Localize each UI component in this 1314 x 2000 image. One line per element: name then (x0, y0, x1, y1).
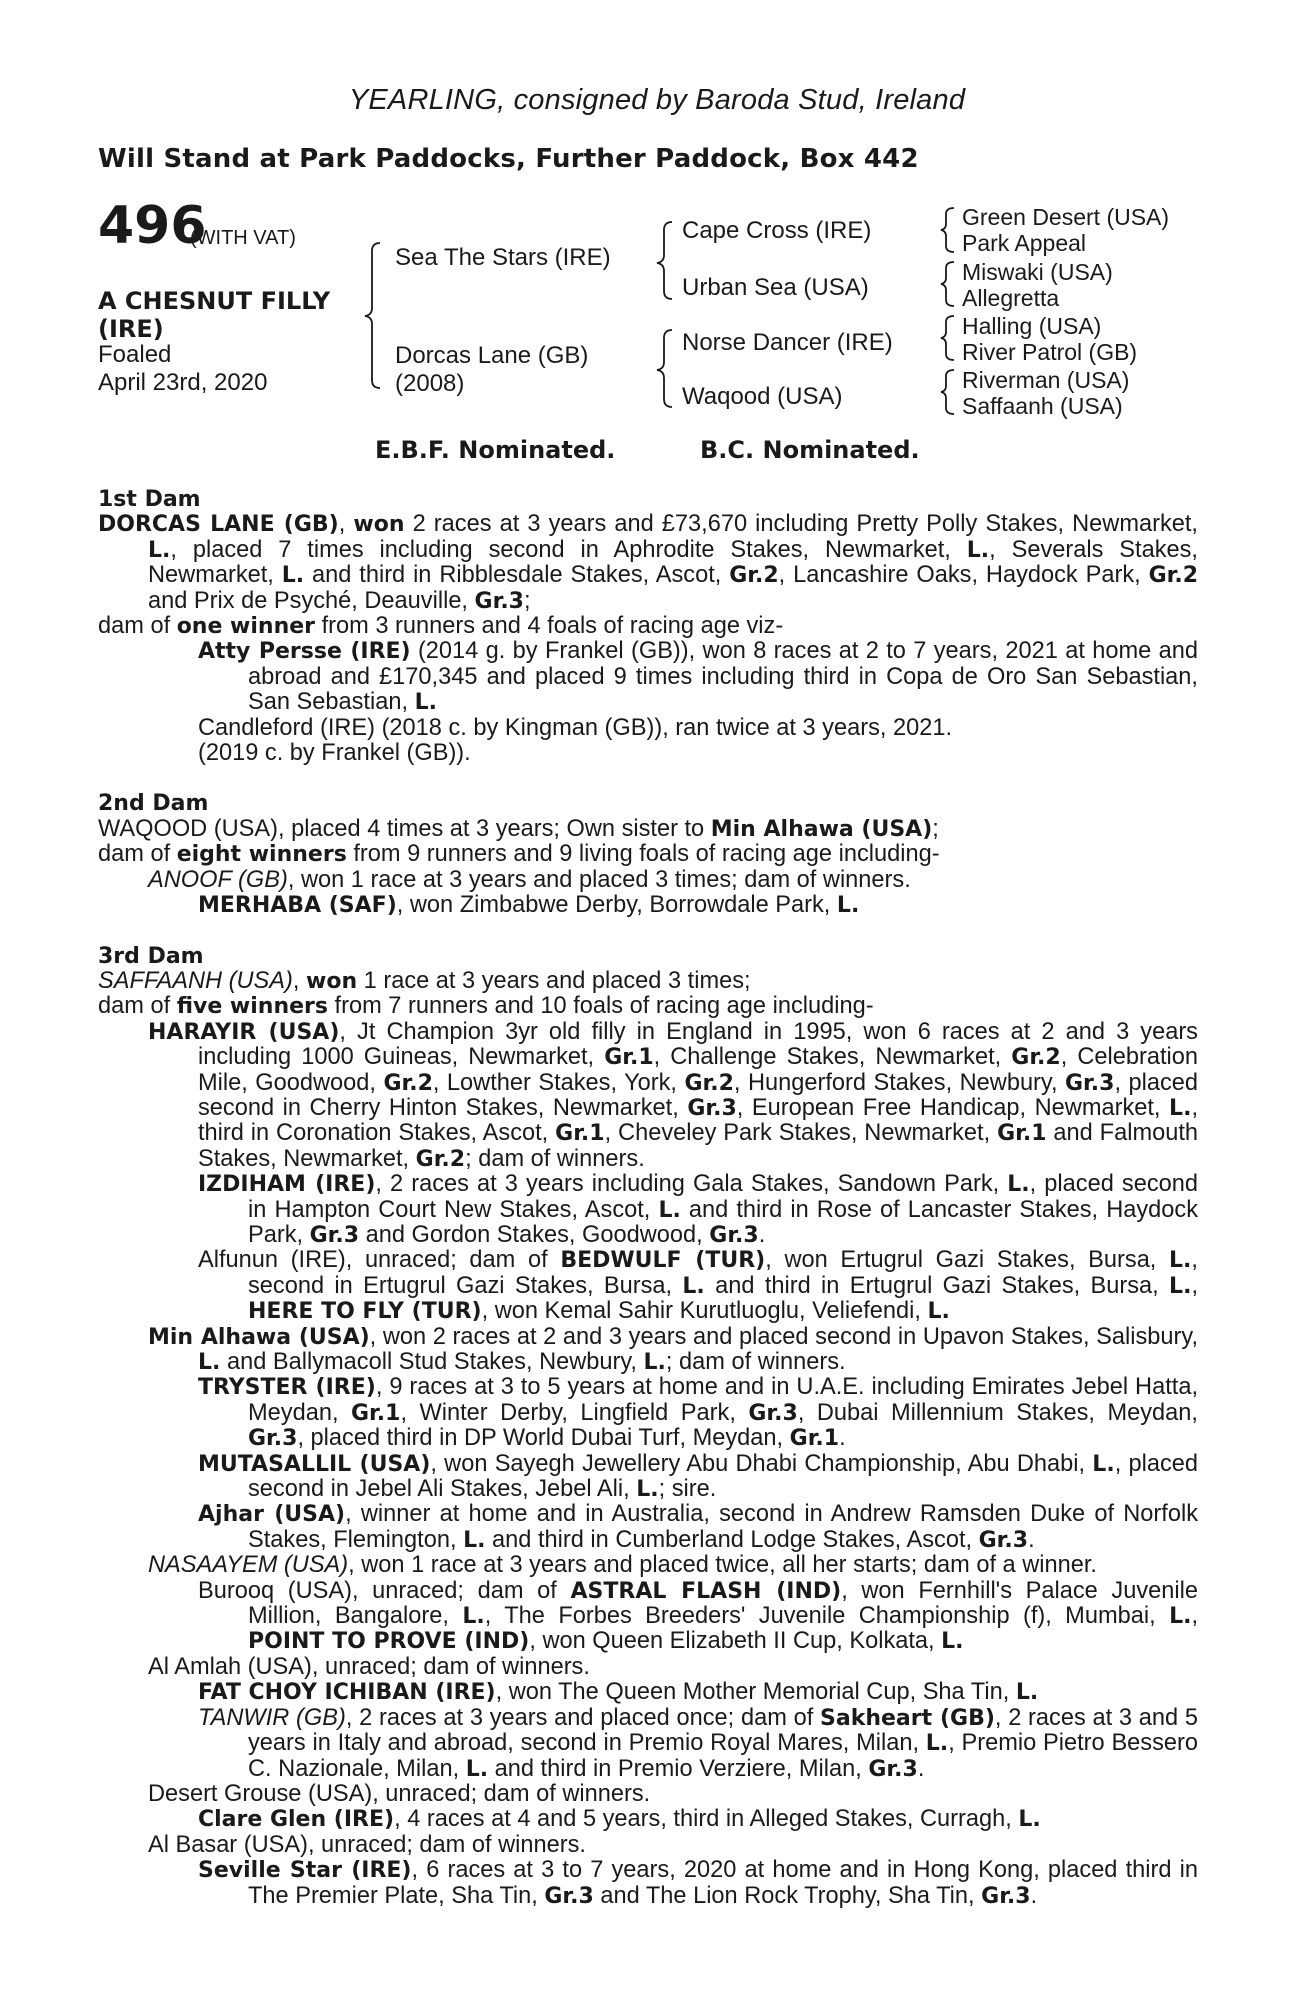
pedigree-dam-year: (2008) (395, 370, 465, 397)
bold-text: won (353, 512, 405, 538)
text-run: , 4 races at 4 and 5 years, third in Alleged Stakes, Curragh, (394, 1806, 1019, 1833)
bold-text: MERHABA (SAF) (198, 893, 397, 919)
bold-text: L. (927, 1299, 950, 1325)
bold-text: five winners (176, 994, 328, 1020)
text-run: . (1028, 1526, 1035, 1553)
text-run: , (292, 967, 307, 994)
produce-entry (98, 1706, 1198, 1782)
text-run: and The Lion Rock Trophy, Sha Tin, (593, 1882, 982, 1909)
text-run: , second in Ertugrul Gazi Stakes, Bursa, (248, 1247, 1198, 1299)
bold-text: Gr.2 (684, 1070, 734, 1096)
text-run: , won Sayegh Jewellery Abu Dhabi Championship, Abu Dhabi, (430, 1450, 1093, 1477)
produce-entry (98, 1655, 1198, 1680)
produce-entry (98, 639, 1198, 715)
text-run: dam of (98, 993, 177, 1020)
bold-text: Gr.3 (981, 1883, 1031, 1909)
bold-text: Gr.3 (687, 1095, 737, 1121)
bold-text: won (306, 968, 358, 994)
vat-note: (WITH VAT) (190, 227, 296, 249)
text-run: , 2 races at 3 and 5 years in Italy and abroad, second in Premio Royal Mares, Milan, (248, 1704, 1198, 1757)
produce-entry (98, 1782, 1198, 1807)
first-dam-entry (98, 512, 1198, 614)
third-dam-produce-summary (98, 994, 1198, 1019)
pedigree-gen3-1: Green Desert (USA) (962, 204, 1170, 230)
produce-entry (98, 1172, 1198, 1248)
bold-text: Gr.3 (978, 1527, 1029, 1553)
bold-text: Gr.3 (474, 588, 524, 614)
text-run: dam of (98, 613, 177, 640)
text-run: ; sire. (658, 1476, 717, 1503)
bold-text: Gr.1 (604, 1045, 654, 1071)
bold-text: L. (925, 1731, 949, 1757)
text-run: dam of (98, 841, 177, 868)
bold-text: FAT CHOY ICHIBAN (IRE) (198, 1680, 496, 1706)
text-run: and Prix de Psyché, Deauville, (148, 587, 475, 614)
pedigree-dam-sire: Norse Dancer (IRE) (682, 329, 893, 356)
text-run: (2019 c. by Frankel (GB)). (198, 740, 471, 767)
text-run: , Jt Champion 3yr old filly in England in 1995, won 6 races at 2 and 3 years including 1000 Guineas, Newmarket, (198, 1018, 1198, 1071)
bold-text: Gr.1 (997, 1121, 1047, 1147)
text-run: 1 race at 3 years and placed 3 times; (357, 967, 751, 994)
text-run: , 6 races at 3 to 7 years, 2020 at home and in Hong Kong, placed third in The Premier Plate, Sha Tin, (248, 1857, 1198, 1909)
text-run: , won 2 races at 2 and 3 years and placed second in Upavon Stakes, Salisbury, (369, 1323, 1198, 1350)
pedigree-gen3-8: Saffaanh (USA) (962, 393, 1123, 419)
bracket-gen3-b (941, 262, 954, 306)
bold-text: L. (414, 690, 437, 716)
italic-name: NASAAYEM (USA) (148, 1552, 349, 1579)
bold-text: Min Alhawa (USA) (148, 1324, 370, 1350)
second-dam-entry (98, 817, 1198, 842)
text-run: and third in Premio Verziere, Milan, (488, 1755, 869, 1782)
produce-entry (98, 1680, 1198, 1705)
bold-text: TRYSTER (IRE) (198, 1375, 376, 1401)
text-run: , (1191, 1603, 1199, 1630)
bold-text: Ajhar (USA) (198, 1502, 346, 1528)
second-dam-heading: 2nd Dam (98, 791, 209, 817)
bold-text: Gr.3 (709, 1222, 759, 1248)
lot-description-line-1: A CHESNUT FILLY (98, 287, 331, 315)
bold-text: HARAYIR (USA) (148, 1019, 340, 1045)
text-run: and third in Rose of Lancaster Stakes, Haydock Park, (248, 1196, 1198, 1248)
bold-text: L. (658, 1197, 681, 1223)
text-run: , (1191, 1272, 1198, 1299)
produce-entry (98, 1833, 1198, 1858)
bold-text: L. (465, 1756, 489, 1782)
text-run: from 3 runners and 4 foals of racing age viz- (315, 613, 784, 640)
foaled-date: April 23rd, 2020 (98, 369, 268, 396)
text-run: WAQOOD (USA), placed 4 times at 3 years; Own sister to (98, 815, 711, 842)
text-run: , winner at home and in Australia, second in Andrew Ramsden Duke of Norfolk Stakes, Flemington, (248, 1501, 1198, 1553)
bold-text: L. (281, 563, 305, 589)
bold-text: L. (1007, 1172, 1030, 1198)
bracket-gen2-sire (657, 222, 672, 299)
text-run: , placed second in Hampton Court New Stakes, Ascot, (248, 1171, 1199, 1223)
bold-text: Gr.1 (789, 1426, 840, 1452)
text-run: and third in Ertugrul Gazi Stakes, Bursa, (704, 1272, 1170, 1299)
ebf-nomination: E.B.F. Nominated. (375, 436, 616, 464)
text-run: , Lancashire Oaks, Haydock Park, (778, 562, 1149, 589)
bold-text: L. (941, 1629, 964, 1655)
bold-text: Gr.3 (309, 1222, 360, 1248)
text-run: , placed third in DP World Dubai Turf, Meydan, (297, 1425, 790, 1452)
bracket-gen2-dam (657, 330, 672, 407)
text-run: (2014 g. by Frankel (GB)), won 8 races at 2 to 7 years, 2021 at home and abroad and £170,345 and placed 9 times including third in Copa de Oro San Sebastian, San Sebastian, (248, 638, 1198, 716)
pedigree-dam: Dorcas Lane (GB) (395, 342, 589, 369)
bold-text: POINT TO PROVE (IND) (248, 1629, 530, 1655)
bold-text: L. (1169, 1095, 1192, 1121)
bracket-gen1 (365, 243, 380, 388)
bold-text: Gr.3 (248, 1426, 298, 1452)
bold-text: one winner (176, 614, 316, 640)
bold-text: HERE TO FLY (TUR) (248, 1299, 482, 1325)
produce-entry (98, 716, 1198, 741)
text-run: , won 1 race at 3 years and placed twice, all her starts; dam of a winner. (348, 1552, 1097, 1579)
text-run: , (338, 511, 354, 538)
bold-text: Gr.2 (383, 1070, 433, 1096)
text-run: . (758, 1221, 766, 1248)
produce-entry (98, 1807, 1198, 1832)
bold-text: IZDIHAM (IRE) (198, 1172, 376, 1198)
text-run: , 2 races at 3 years including Gala Stakes, Sandown Park, (375, 1171, 1008, 1198)
bold-text: Min Alhawa (USA) (710, 816, 933, 842)
text-run: , Dubai Millennium Stakes, Meydan, (797, 1399, 1198, 1426)
italic-name: ANOOF (GB) (148, 866, 288, 893)
bold-text: Clare Glen (IRE) (198, 1807, 395, 1833)
text-run: , Celebration Mile, Goodwood, (198, 1044, 1198, 1096)
produce-entry (98, 1553, 1198, 1578)
first-dam-produce-summary (98, 614, 1198, 639)
produce-entry (98, 1248, 1198, 1324)
bracket-gen3-a (941, 208, 954, 252)
pedigree-sire-dam: Urban Sea (USA) (682, 274, 869, 301)
text-run: , Winter Derby, Lingfield Park, (400, 1399, 749, 1426)
text-run: , won Zimbabwe Derby, Borrowdale Park, (396, 892, 837, 919)
pedigree-gen3-5: Halling (USA) (962, 313, 1102, 339)
foaled-label: Foaled (98, 341, 172, 368)
bold-text: L. (1015, 1680, 1039, 1706)
text-run: , third in Coronation Stakes, Ascot, (198, 1094, 1198, 1147)
text-run: , won Fernhill's Palace Juvenile Million, Bangalore, (248, 1577, 1198, 1630)
text-run: 2 races at 3 years and £73,670 including Pretty Polly Stakes, Newmarket, (404, 511, 1198, 538)
text-run: Candleford (IRE) (2018 c. by Kingman (GB)), ran twice at 3 years, 2021. (198, 714, 953, 741)
bold-text: MUTASALLIL (USA) (198, 1451, 431, 1477)
bold-text: Gr.3 (544, 1883, 594, 1909)
bold-text: BEDWULF (TUR) (560, 1248, 766, 1274)
produce-record (98, 487, 1198, 1909)
text-run: and third in Cumberland Lodge Stakes, Ascot, (485, 1526, 979, 1553)
produce-entry (98, 1502, 1198, 1553)
bold-text: L. (1169, 1604, 1192, 1630)
text-run: , Cheveley Park Stakes, Newmarket, (604, 1120, 998, 1147)
text-run: Al Amlah (USA), unraced; dam of winners. (148, 1653, 590, 1680)
text-run: ; (932, 815, 939, 842)
text-run: , placed 7 times including second in Aphrodite Stakes, Newmarket, (170, 536, 967, 563)
stand-location: Will Stand at Park Paddocks, Further Paddock, Box 442 (98, 144, 919, 174)
italic-name: TANWIR (GB) (198, 1704, 346, 1731)
text-run: and third in Ribblesdale Stakes, Ascot, (304, 562, 730, 589)
bold-text: ASTRAL FLASH (IND) (570, 1578, 842, 1604)
text-run: , placed second in Jebel Ali Stakes, Jebel Ali, (248, 1450, 1199, 1503)
lot-number: 496 (98, 196, 207, 256)
text-run: from 7 runners and 10 foals of racing age including- (327, 993, 874, 1020)
text-run: , won The Queen Mother Memorial Cup, Sha Tin, (495, 1679, 1016, 1706)
bold-text: Sakheart (GB) (820, 1705, 995, 1731)
bold-text: Seville Star (IRE) (198, 1858, 412, 1884)
bold-text: Gr.2 (1011, 1045, 1061, 1071)
text-run: , 9 races at 3 to 5 years at home and in U.A.E. including Emirates Jebel Hatta, Meydan, (248, 1374, 1198, 1426)
third-dam-heading: 3rd Dam (98, 943, 204, 969)
page-title: YEARLING, consigned by Baroda Stud, Ireland (348, 84, 966, 116)
bold-text: eight winners (176, 842, 347, 868)
bold-text: L. (1092, 1451, 1115, 1477)
bold-text: DORCAS LANE (GB) (98, 512, 339, 538)
bold-text: L. (836, 893, 860, 919)
bold-text: Gr.1 (351, 1400, 401, 1426)
bold-text: L. (463, 1527, 486, 1553)
text-run: . (917, 1755, 925, 1782)
first-dam-heading: 1st Dam (98, 487, 201, 512)
produce-entry (98, 893, 1198, 918)
text-run: . (839, 1425, 846, 1452)
bracket-gen3-c (941, 316, 954, 360)
bc-nomination: B.C. Nominated. (700, 436, 920, 464)
bold-text: L. (462, 1604, 485, 1630)
produce-entry (98, 741, 1198, 766)
pedigree-gen3-2: Park Appeal (962, 230, 1087, 256)
lot-description-line-2: (IRE) (98, 315, 164, 343)
produce-entry (98, 1579, 1198, 1655)
bold-text: L. (148, 537, 171, 563)
third-dam-entry (98, 969, 1198, 994)
text-run: , won Ertugrul Gazi Stakes, Bursa, (765, 1247, 1170, 1274)
bold-text: Gr.3 (748, 1400, 798, 1426)
text-run: Al Basar (USA), unraced; dam of winners. (148, 1831, 586, 1858)
bold-text: L. (966, 537, 990, 563)
pedigree-dam-dam: Waqood (USA) (682, 383, 843, 410)
text-run: and Falmouth Stakes, Newmarket, (198, 1120, 1199, 1172)
text-run: , Severals Stakes, Newmarket, (148, 536, 1198, 589)
text-run: , Premio Pietro Bessero C. Nazionale, Milan, (248, 1730, 1198, 1782)
bold-text: L. (1169, 1248, 1192, 1274)
text-run: , Lowther Stakes, York, (432, 1069, 685, 1096)
bold-text: L. (198, 1350, 221, 1375)
produce-entry (98, 1452, 1198, 1503)
bold-text: L. (1169, 1273, 1192, 1299)
bold-text: Gr.2 (1148, 563, 1198, 589)
pedigree-gen3-3: Miswaki (USA) (962, 259, 1113, 285)
text-run: , Challenge Stakes, Newmarket, (653, 1044, 1012, 1071)
bracket-gen3-d (941, 370, 954, 414)
text-run: and Ballymacoll Stud Stakes, Newbury, (220, 1349, 644, 1375)
text-run: , won Queen Elizabeth II Cup, Kolkata, (529, 1628, 942, 1655)
text-run: ; (523, 587, 531, 614)
text-run: , European Free Handicap, Newmarket, (736, 1094, 1170, 1121)
bold-text: L. (643, 1350, 666, 1375)
pedigree-gen3-6: River Patrol (GB) (962, 339, 1138, 365)
bold-text: L. (636, 1477, 659, 1503)
bold-text: Gr.2 (729, 563, 779, 589)
bold-text: Gr.3 (1065, 1070, 1115, 1096)
bold-text: Gr.3 (868, 1756, 918, 1782)
text-run: , Hungerford Stakes, Newbury, (733, 1069, 1065, 1096)
text-run: , The Forbes Breeders' Juvenile Championship (f), Mumbai, (484, 1603, 1170, 1630)
produce-entry (98, 1375, 1198, 1451)
text-run: and Gordon Stakes, Goodwood, (359, 1221, 710, 1248)
bold-text: Gr.2 (415, 1146, 466, 1172)
produce-entry (98, 1020, 1198, 1172)
pedigree-gen3-7: Riverman (USA) (962, 367, 1130, 393)
bold-text: L. (1018, 1807, 1041, 1833)
text-run: , won 1 race at 3 years and placed 3 times; dam of winners. (287, 866, 911, 893)
produce-entry (98, 1325, 1198, 1376)
bold-text: Atty Persse (IRE) (198, 639, 411, 665)
bold-text: Gr.1 (555, 1121, 605, 1147)
text-run: Alfunun (IRE), unraced; dam of (198, 1247, 561, 1274)
text-run: from 9 runners and 9 living foals of racing age including- (346, 841, 940, 868)
produce-entry (98, 868, 1198, 893)
second-dam-produce-summary (98, 842, 1198, 867)
pedigree-gen3-4: Allegretta (962, 285, 1060, 311)
text-run: . (1030, 1882, 1038, 1909)
bold-text: L. (682, 1273, 705, 1299)
text-run: , won Kemal Sahir Kurutluoglu, Veliefendi, (481, 1298, 928, 1325)
italic-name: SAFFAANH (USA) (98, 967, 293, 994)
text-run: Burooq (USA), unraced; dam of (198, 1577, 571, 1604)
text-run: Desert Grouse (USA), unraced; dam of winners. (148, 1780, 651, 1807)
produce-entry (98, 1858, 1198, 1909)
text-run: , 2 races at 3 years and placed once; dam of (345, 1704, 820, 1731)
text-run: , placed second in Cherry Hinton Stakes, Newmarket, (198, 1069, 1198, 1121)
text-run: ; dam of winners. (465, 1145, 645, 1172)
text-run: ; dam of winners. (665, 1349, 846, 1375)
pedigree-sire-sire: Cape Cross (IRE) (682, 217, 872, 244)
pedigree-sire: Sea The Stars (IRE) (395, 244, 611, 271)
